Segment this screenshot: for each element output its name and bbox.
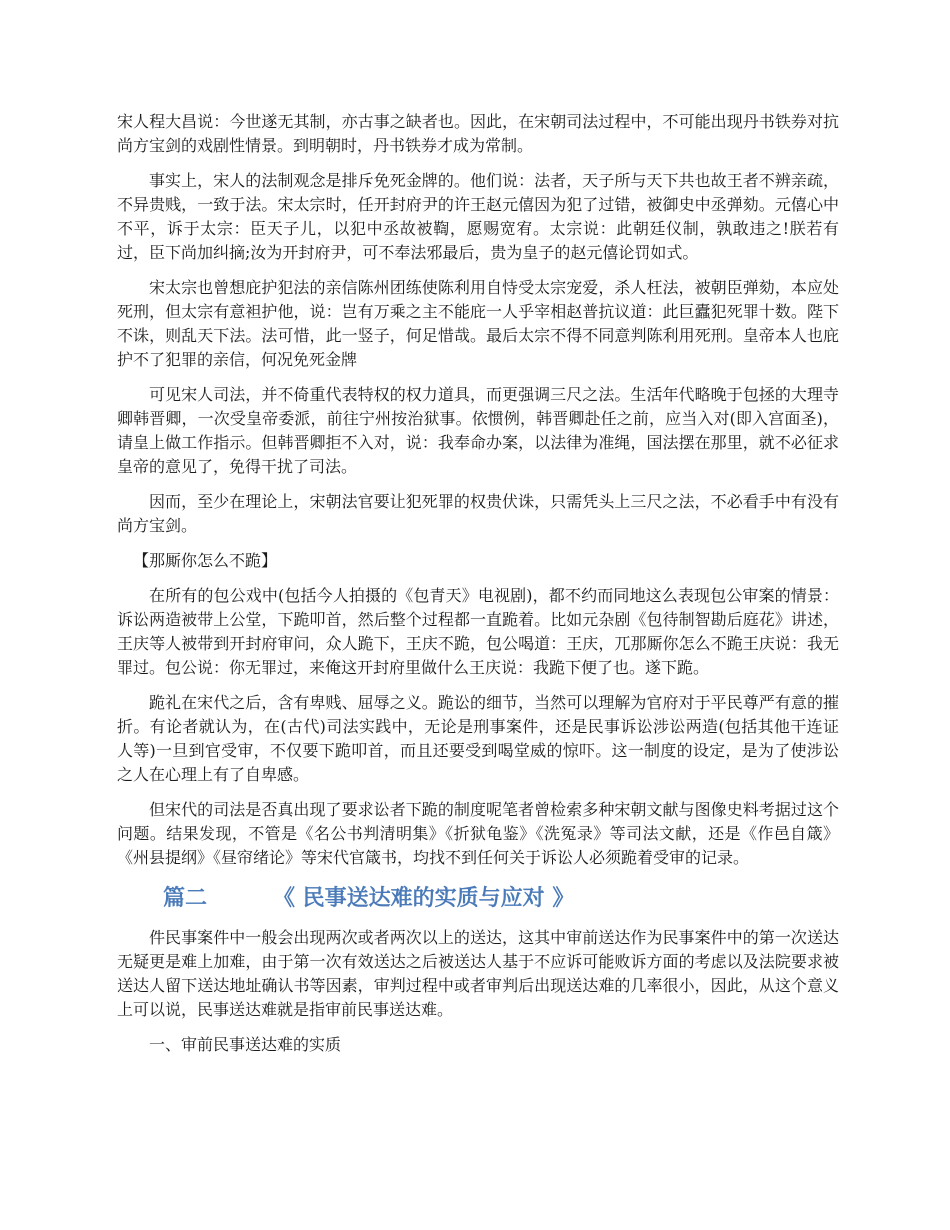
paragraph-3: 宋太宗也曾想庇护犯法的亲信陈州团练使陈利用自恃受太宗宠爱，杀人枉法，被朝臣弹劾，本应处死刑，但太宗有意袒护他，说：岂有万乘之主不能庇一人乎宰相赵普抗议道：此巨蠹犯死罪十数。陛下不诛，则乱天下法。法可惜，此一竖子，何足惜哉。最后太宗不得不同意判陈利用死刑。皇帝本人也庇护不了犯罪的亲信，何况免死金牌 [117,278,839,369]
section-title: 《 民事送达难的实质与应对 》 [273,886,575,911]
paragraph-7: 跪礼在宋代之后，含有卑贱、屈辱之义。跪讼的细节，当然可以理解为官府对于平民尊严有意的摧折。有论者就认为，在(古代)司法实践中，无论是刑事案件，还是民事诉讼涉讼两造(包括其他干连证人等)一旦到官受审，不仅要下跪叩首，而且还要受到喝堂威的惊吓。这一制度的设定，是为了使涉讼之人在心理上有了自卑感。 [117,693,839,784]
subheading: 一、审前民事送达难的实质 [149,1035,342,1054]
section-number: 篇二 [163,886,208,911]
document-page [117,110,839,1057]
paragraph-1: 宋人程大昌说：今世遂无其制，亦古事之缺者也。因此，在宋朝司法过程中，不可能出现丹书铁券对抗尚方宝剑的戏剧性情景。到明朝时，丹书铁券才成为常制。 [117,112,839,155]
paragraph-5: 因而，至少在理论上，宋朝法官要让犯死罪的权贵伏诛，只需凭头上三尺之法，不必看手中有没有尚方宝剑。 [117,492,839,535]
paragraph-6: 在所有的包公戏中(包括今人拍摄的《包青天》电视剧)，都不约而同地这么表现包公审案的情景：诉讼两造被带上公堂，下跪叩首，然后整个过程都一直跪着。比如元杂剧《包待制智勘后庭花》讲述，王庆等人被带到开封府审问，众人跪下，王庆不跪，包公喝道：王庆，兀那厮你怎么不跪王庆说：我无罪过。包公说：你无罪过，来俺这开封府里做什么王庆说：我跪下便了也。遂下跪。 [117,586,839,677]
section-heading [117,884,839,914]
bracket-heading: 【那厮你怎么不跪】 [133,551,278,570]
paragraph-8: 但宋代的司法是否真出现了要求讼者下跪的制度呢笔者曾检索多种宋朝文献与图像史料考据过这个问题。结果发现，不管是《名公书判清明集》《折狱龟鉴》《洗冤录》等司法文献，还是《作邑自箴》《州县提纲》《昼帘绪论》等宋代官箴书，均找不到任何关于诉讼人必须跪着受审的记录。 [117,800,839,867]
paragraph-9: 件民事案件中一般会出现两次或者两次以上的送达，这其中审前送达作为民事案件中的第一次送达无疑更是难上加难，由于第一次有效送达之后被送达人基于不应诉可能败诉方面的考虑以及法院要求被送达人留下送达地址确认书等因素，审判过程中或者审判后出现送达难的几率很小，因此，从这个意义上可以说，民事送达难就是指审前民事送达难。 [117,928,839,1019]
paragraph-2: 事实上，宋人的法制观念是排斥免死金牌的。他们说：法者，天子所与天下共也故王者不辨亲疏，不异贵贱，一致于法。宋太宗时，任开封府尹的许王赵元僖因为犯了过错，被御史中丞弹劾。元僖心中不平，诉于太宗：臣天子儿，以犯中丞故被鞫，愿赐宽宥。太宗说：此朝廷仪制，孰敢违之!朕若有过，臣下尚加纠摘;汝为开封府尹，可不奉法邪最后，贵为皇子的赵元僖论罚如式。 [117,171,839,262]
paragraph-4: 可见宋人司法，并不倚重代表特权的权力道具，而更强调三尺之法。生活年代略晚于包拯的大理寺卿韩晋卿，一次受皇帝委派，前往宁州按治狱事。依惯例，韩晋卿赴任之前，应当入对(即入宫面圣)，请皇上做工作指示。但韩晋卿拒不入对，说：我奉命办案，以法律为准绳，国法摆在那里，就不必征求皇帝的意见了，免得干扰了司法。 [117,385,839,476]
